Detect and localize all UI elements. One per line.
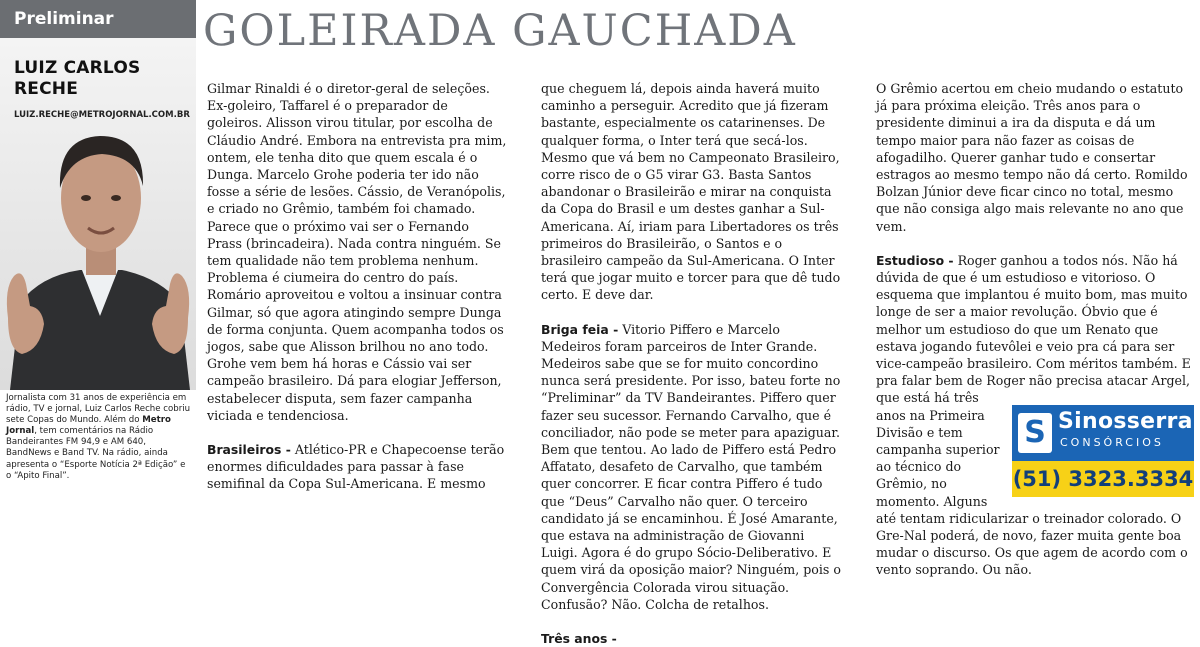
section-title-brasileiros: Brasileiros -	[207, 442, 291, 458]
article-column-1	[207, 80, 507, 493]
author-name	[14, 58, 140, 100]
author-bio	[6, 393, 192, 482]
ad-phone[interactable]: (51) 3323.3334	[1012, 461, 1194, 497]
section-title-tres-anos: Três anos -	[541, 631, 617, 647]
article-column-2	[541, 80, 841, 647]
ad-brand: Sinosserra	[1058, 409, 1193, 434]
section-title-estudioso: Estudioso -	[876, 252, 954, 268]
bio-text-2: , tem comentários na Rádio Bandeirantes FM 94,9 e AM 640, BandNews e Band TV. Na rádio, ainda apresenta o “Esporte Notícia 2ª Edição” e o “Apito Final”.	[6, 426, 186, 481]
headline: GOLEIRADA GAUCHADA	[203, 6, 797, 56]
sinosserra-logo-icon: S	[1018, 413, 1052, 453]
section-body-brasileiros-continued: que cheguem lá, depois ainda haverá muito caminho a perseguir. Acredito que já fizeram bastante, especialmente os catarinenses. De qualquer forma, o Inter terá que secá-los. Mesmo que vá bem no Campeonato Brasileiro, corre risco de o G5 virar G3. Basta Santos abandonar o Brasileirão e mirar na conquista da Copa do Brasil e um destes ganhar a Sul-Americana. Aí, iriam para Libertadores os três primeiros do Brasileirão, o Santos e o brasileiro campeão da Sul-Americana. O Inter terá que jogar muito e torcer para que dê tudo certo. E deve dar.	[541, 81, 841, 303]
section-brasileiros	[207, 441, 507, 493]
author-email: LUIZ.RECHE@METROJORNAL.COM.BR	[14, 110, 190, 120]
sinosserra-ad[interactable]	[1012, 405, 1194, 497]
section-tag: Preliminar	[0, 0, 196, 38]
section-tres-anos	[541, 630, 841, 647]
section-briga-feia	[541, 321, 841, 613]
intro-paragraph: Gilmar Rinaldi é o diretor-geral de seleções. Ex-goleiro, Taffarel é o preparador de goleiros. Alisson virou titular, por escolha de Cláudio André. Embora na entrevista pra mim, ontem, ele tenha dito que quem escala é o Dunga. Marcelo Grohe poderia ter ido não fosse a série de lesões. Cássio, de Veranópolis, e criado no Grêmio, também foi chamado. Parece que o próximo vai ser o Fernando Prass (brincadeira). Nada contra ninguém. Se tem qualidade não tem problema nenhum. Problema é ciumeira do centro do país. Romário aproveitou e voltou a insinuar contra Gilmar, só que agora atingindo sempre Dunga de forma conjunta. Quem acompanha todos os jogos, sabe que Alisson brilhou no ano todo. Grohe vem bem há horas e Cássio vai ser campeão brasileiro. Dá para elogiar Jefferson, estabelecer disputa, sem fazer campanha viciada e tendenciosa.	[207, 81, 507, 423]
ad-banner	[1012, 405, 1194, 461]
author-name-line2: RECHE	[14, 79, 79, 99]
section-body-estudioso: Roger ganhou a todos nós. Não há dúvida de que é um estudioso e vitorioso. O esquema que implantou é muito bom, mas muito longe de ser a maior revolução. Óbvio que é melhor um estudioso do que um Renato que estava jogando futevôlei e veio pra cá para ser vice-campeão brasileiro. Com méritos também. E pra falar bem de Roger não precisa atacar Argel, que está há três anos na Primeira Divisão e tem campanha superior ao técnico do Grêmio, no momento. Alguns até tentam ridicularizar o treinador colorado. O Gre-Nal poderá, de novo, fazer muita gente boa mudar o discurso. Os que agem de acordo com o vento soprando. Ou não.	[876, 252, 1191, 578]
ad-subtitle: CONSÓRCIOS	[1060, 436, 1164, 449]
author-photo	[0, 38, 196, 390]
section-body-briga-feia: Vitorio Piffero e Marcelo Medeiros foram parceiros de Inter Grande. Medeiros sabe que se for muito concordino nunca será presidente. Por isso, bateu forte no “Preliminar” da TV Bandeirantes. Piffero quer fazer seu sucessor. Fernando Carvalho, que é conciliador, não pode se meter para apaziguar. Bem que tentou. Ao lado de Piffero está Pedro Affatato, desafeto de Carvalho, que também quer concorrer. E ficar contra Piffero é tudo que “Deus” Carvalho não quer. O terceiro candidato já se encaminhou. É José Amarante, que estava na administração de Giovanni Luigi. Agora é do grupo Sócio-Deliberativo. E quem virá da oposição maior? Ninguém, pois o Convergência Colorada virou situação. Confusão? Não. Colcha de retalhos.	[541, 321, 841, 612]
section-body-brasileiros: Atlético-PR e Chapecoense terão enormes dificuldades para passar à fase semifinal da Copa Sul-Americana. E mesmo	[207, 442, 505, 492]
section-body-tres-anos-continued: O Grêmio acertou em cheio mudando o estatuto já para próxima eleição. Três anos para o presidente diminui a ira da disputa e dá um tempo maior para não fazer as coisas de afogadilho. Querer ganhar tudo e consertar estragos ao mesmo tempo não dá certo. Romildo Bolzan Júnior deve ficar cinco no total, mesmo que não consiga algo mais relevante no ano que vem.	[876, 81, 1188, 234]
section-title-briga-feia: Briga feia -	[541, 321, 619, 337]
bio-text-1: Jornalista com 31 anos de experiência em rádio, TV e jornal, Luiz Carlos Reche cobriu sete Copas do Mundo. Além do	[6, 393, 191, 426]
bio-bold: Metro Jornal	[6, 415, 171, 437]
columnist-sidebar	[0, 0, 196, 505]
author-name-line1: LUIZ CARLOS	[14, 58, 141, 78]
